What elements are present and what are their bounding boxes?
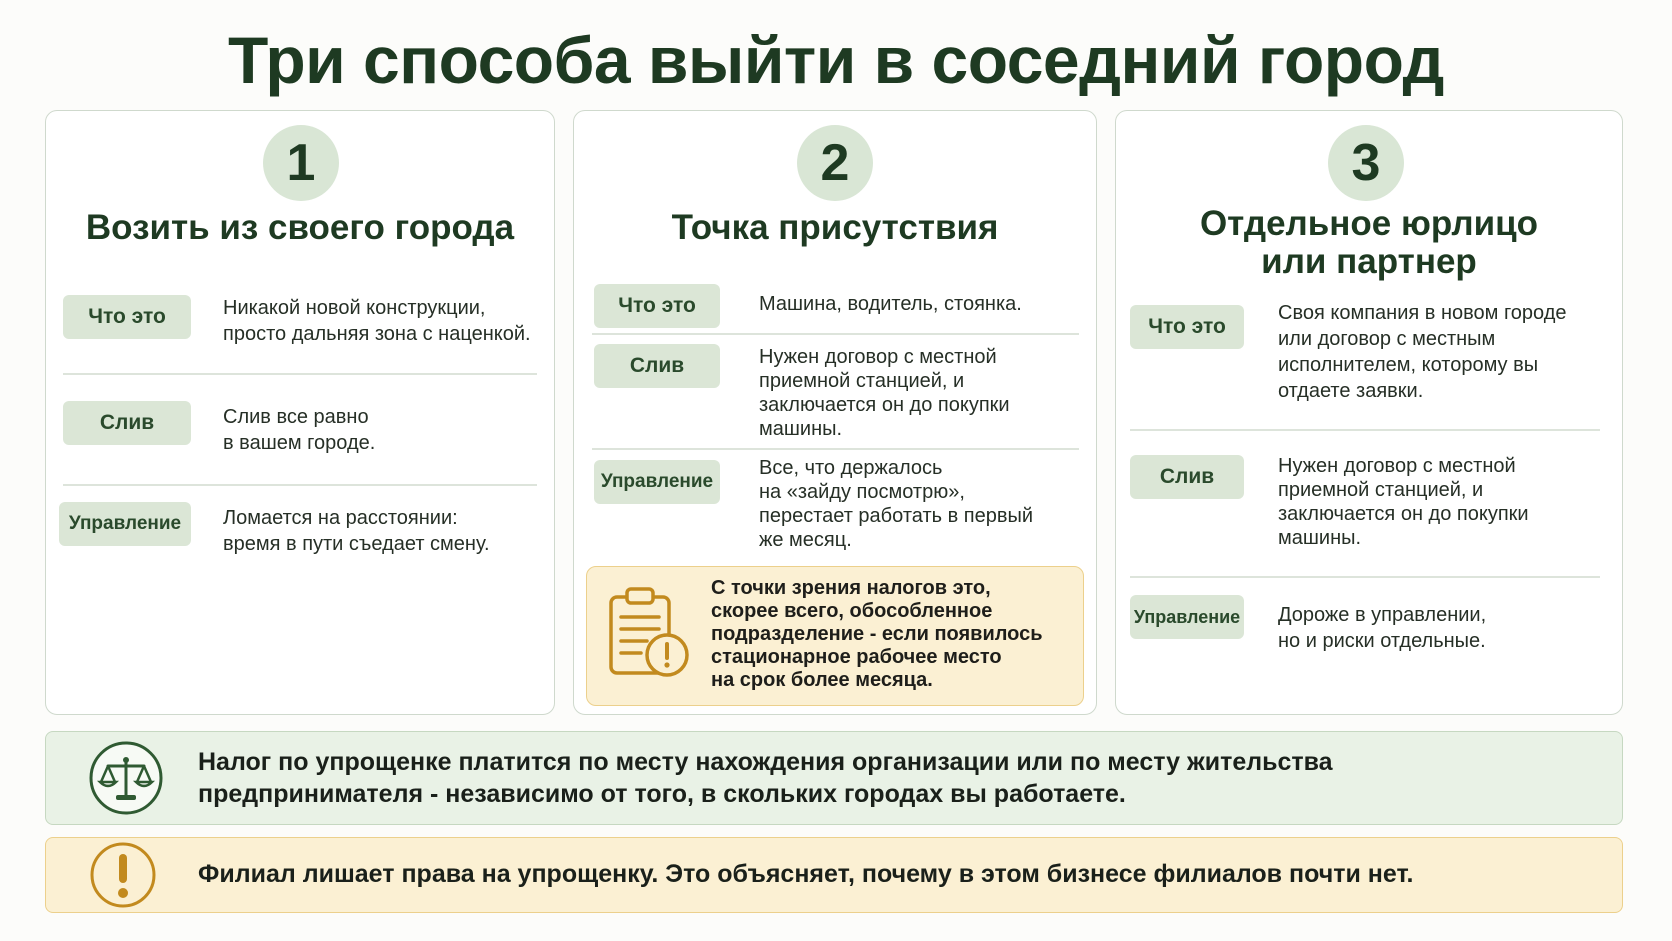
card-title: Точка присутствия xyxy=(671,208,999,247)
exclamation-icon xyxy=(89,841,157,909)
option-card-2 xyxy=(573,110,1097,715)
label-drain: Слив xyxy=(594,344,720,388)
label-what: Что это xyxy=(63,295,191,339)
label-what: Что это xyxy=(594,284,720,328)
divider xyxy=(63,373,537,375)
label-management: Управление xyxy=(1130,595,1244,639)
row-description: Ломается на расстоянии: время в пути съедает смену. xyxy=(223,507,490,555)
row-description: Своя компания в новом городе или договор с местным исполнителем, которому вы отдаете заявки. xyxy=(1278,302,1567,402)
page-title: Три способа выйти в соседний город xyxy=(228,23,1444,97)
step-number: 3 xyxy=(1328,125,1404,201)
warning-text: Филиал лишает права на упрощенку. Это объясняет, почему в этом бизнесе филиалов почти нет. xyxy=(198,860,1414,888)
card-title: Отдельное юрлицо или партнер xyxy=(1199,204,1539,281)
row-description: Нужен договор с местной приемной станцией, и заключается он до покупки машины. xyxy=(759,346,1010,440)
label-management: Управление xyxy=(59,502,191,546)
card-title: Возить из своего города xyxy=(85,208,515,247)
row-description: Никакой новой конструкции, просто дальняя зона с наценкой. xyxy=(223,297,531,345)
row-description: Дороже в управлении, но и риски отдельные. xyxy=(1278,604,1487,652)
clipboard-warning-icon xyxy=(607,585,691,681)
label-drain: Слив xyxy=(63,401,191,445)
scales-icon xyxy=(88,740,164,816)
divider xyxy=(1130,576,1600,578)
label-management: Управление xyxy=(594,460,720,504)
divider xyxy=(63,484,537,486)
warning-banner xyxy=(45,837,1623,913)
tax-info-banner xyxy=(45,731,1623,825)
option-card-3 xyxy=(1115,110,1623,715)
tax-info-text: Налог по упрощенке платится по месту нахождения организации или по месту жительства предпринимателя - независимо от того, в скольких городах вы работаете. xyxy=(198,748,1333,808)
row-description: Машина, водитель, стоянка. xyxy=(759,293,1022,315)
option-card-1 xyxy=(45,110,555,715)
row-description: Слив все равно в вашем городе. xyxy=(223,406,376,454)
row-description: Все, что держалось на «зайду посмотрю», перестает работать в первый же месяц. xyxy=(759,457,1034,551)
divider xyxy=(592,448,1079,450)
row-description: Нужен договор с местной приемной станцией, и заключается он до покупки машины. xyxy=(1278,455,1529,549)
note-text: С точки зрения налогов это, скорее всего, обособленное подразделение - если появилось стационарное рабочее место на срок более месяца. xyxy=(711,577,1043,691)
divider xyxy=(1130,429,1600,431)
label-what: Что это xyxy=(1130,305,1244,349)
step-number: 2 xyxy=(797,125,873,201)
divider xyxy=(592,333,1079,335)
step-number: 1 xyxy=(263,125,339,201)
label-drain: Слив xyxy=(1130,455,1244,499)
tax-note-box xyxy=(586,566,1084,706)
